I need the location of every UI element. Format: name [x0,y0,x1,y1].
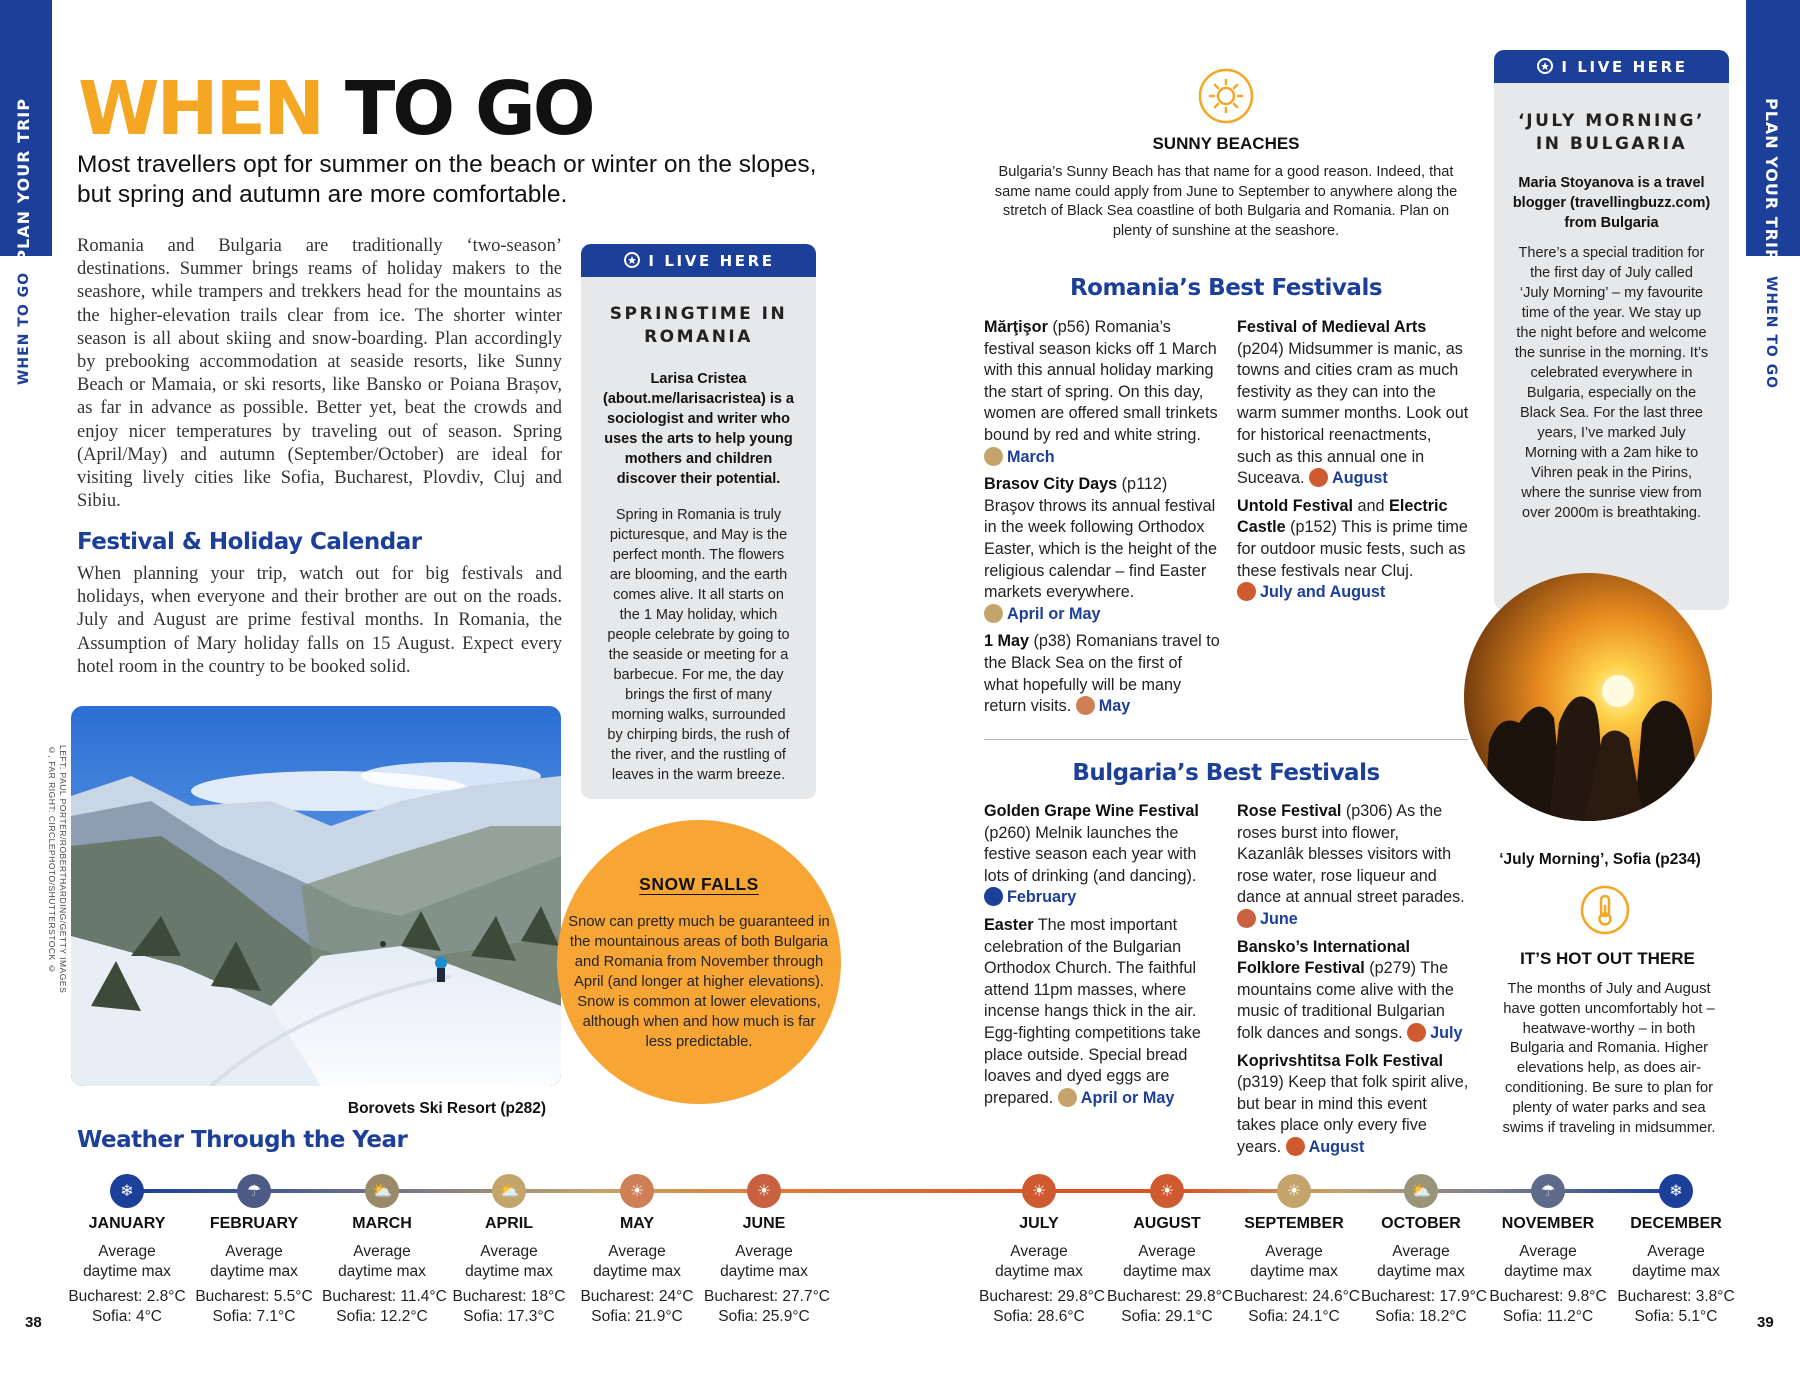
festival-easter: Easter The most important celebration of the Bulgarian Orthodox Church. The faithful attend 11pm masses, where incense hangs thick in the air. Egg-fighting competitions take place outside. Special bread loaves and dyed eggs are prepared. April or May [984,915,1201,1107]
weather-month-october [1361,1214,1487,1327]
snowflake-icon [984,887,1003,906]
bucharest-temp: Bucharest: 29.8°C [1107,1288,1233,1305]
festival-martisor: Mărţişor (p56) Romania’s festival season kicks off 1 March with this annual holiday marking the start of spring. On this day, women are offered small trinkets bound by red and white string. March [984,318,1218,466]
sun-icon [1198,68,1254,124]
live-here-bulgaria-title: ‘JULY MORNING’ IN BULGARIA [1518,111,1705,154]
festival-1-may: 1 May (p38) Romanians travel to the Black Sea on the first of what hopefully will be many return visits. May [984,632,1220,716]
sofia-temp: Sofia: 5.1°C [1634,1308,1718,1325]
live-here-badge: I LIVE HERE [1494,50,1729,83]
festival-divider [984,739,1468,740]
avg-label: Average daytime max [720,1243,808,1280]
sun-icon [1237,582,1256,601]
month-name: JANUARY [88,1215,166,1232]
snowflake-icon: ❄ [110,1174,144,1208]
avg-label: Average daytime max [83,1243,171,1280]
intro-text: Romania and Bulgaria are traditionally ‘two-season’ destinations. Summer brings reams of holiday makers to the seashore, while trampers and trekkers head for the mountains as the higher-elevation trails clear from ice. The shorter winter season is all about skiing and snow-boarding. Plan accordingly by prebooking accommodation at seaside resorts, like Sunny Beach or Mamaia, or ski resorts, like Bansko or Poiana Brașov, as far in advance as possible. Better yet, beat the crowds and enjoy nicer temperatures by traveling out of season. Spring (April/May) and autumn (September/October) are ideal for visiting lively cities like Sofia, Bucharest, Plovdiv, Cluj and Sibiu. [77,236,562,512]
festival-medieval-arts: Festival of Medieval Arts (p204) Midsummer is manic, as towns and cities cram as much festivity as they can into the warm summer months. Look out for historical reenactments, such as this annual one in Suceava. August [1237,318,1469,488]
ski-resort-photo [71,706,561,1086]
ski-photo-caption: Borovets Ski Resort (p282) [347,1100,546,1117]
left-chapter-label: WHEN TO GO [16,272,32,386]
rain-cloud-icon: ☂ [237,1174,271,1208]
weather-month-november [1488,1214,1608,1327]
sofia-temp: Sofia: 25.9°C [718,1308,810,1325]
weather-month-january [67,1214,187,1327]
sofia-temp: Sofia: 28.6°C [993,1308,1085,1325]
sofia-temp: Sofia: 11.2°C [1502,1308,1594,1325]
romania-festivals-col2 [1237,317,1469,604]
festival-calendar-text: When planning your trip, watch out for big festivals and holidays, when everyone and their brother are out on the roads. July and August are prime festival months. In Romania, the Assumption of Mary holiday falls on 15 August. Expect every hotel room in the country to be booked solid. [77,564,562,677]
location-pin-icon [622,251,642,271]
bucharest-temp: Bucharest: 2.8°C [68,1288,186,1305]
weather-month-september [1234,1214,1360,1327]
avg-label: Average daytime max [1123,1243,1211,1280]
festival-rose: Rose Festival (p306) As the roses burst into flower, Kazanlâk blesses visitors with rose water, rose liqueur and dance at annual street parades. June [1237,802,1465,928]
sun-icon: ☀ [1022,1174,1056,1208]
weather-month-april [449,1214,569,1327]
hot-out-title: IT’S HOT OUT THERE [1520,949,1695,968]
snow-falls-title: SNOW FALLS [639,874,759,894]
bucharest-temp: Bucharest: 9.8°C [1489,1288,1607,1305]
romania-festivals-col1 [984,317,1220,718]
sun-icon [1309,468,1328,487]
sofia-temp: Sofia: 7.1°C [212,1308,296,1325]
bulgaria-festivals-col1 [984,801,1220,1109]
month-name: JULY [1019,1215,1059,1232]
sun-icon: ☀ [1277,1174,1311,1208]
bucharest-temp: Bucharest: 29.8°C [979,1288,1105,1305]
month-name: OCTOBER [1381,1215,1461,1232]
avg-label: Average daytime max [465,1243,553,1280]
title-main: TO GO [344,66,593,152]
page-number-left: 38 [25,1314,42,1331]
sofia-temp: Sofia: 18.2°C [1375,1308,1467,1325]
partly-sunny-icon: ⛅ [1404,1174,1438,1208]
july-morning-caption: ‘July Morning’, Sofia (p234) [1499,851,1701,868]
right-section-label: PLAN YOUR TRIP [1762,98,1781,262]
avg-label: Average daytime max [1632,1243,1720,1280]
page-subtitle: Most travellers opt for summer on the beach or winter on the slopes, but spring and autumn are more comfortable. [77,151,817,208]
sunny-beaches-text: Bulgaria’s Sunny Beach has that name for a good reason. Indeed, that same name could apply from June to September to anywhere along the stretch of Black Sea coastline of both Bulgaria and Romania. Plan on plenty of sunshine at the seashore. [994,164,1458,239]
avg-label: Average daytime max [338,1243,426,1280]
month-name: NOVEMBER [1501,1215,1595,1232]
sun-icon [1286,1137,1305,1156]
sofia-temp: Sofia: 29.1°C [1121,1308,1213,1325]
sun-icon: ☀ [620,1174,654,1208]
sofia-temp: Sofia: 24.1°C [1248,1308,1340,1325]
sun-icon [1237,909,1256,928]
sunny-beaches-title: SUNNY BEACHES [1152,134,1300,153]
month-name: DECEMBER [1630,1215,1722,1232]
live-here-romania-author: Larisa Cristea (about.me/larisacristea) is a sociologist and writer who uses the arts to help young mothers and children discover their potential. [603,371,794,487]
festival-untold-electric-castle: Untold Festival and Electric Castle (p152) This is prime time for outdoor music fests, such as these festivals near Cluj. July and August [1237,496,1468,602]
bucharest-temp: Bucharest: 27.7°C [704,1288,830,1305]
weather-month-may [577,1214,697,1327]
live-here-bulgaria-text: There’s a special tradition for the first day of July called ‘July Morning’ – my favourite time of the year. We stay up the night before and welcome the sunrise in the morning. It’s celebrated everywhere in Bulgaria, especially on the Black Sea. For the last three years, I’ve marked July Morning with a 2am hike to Vihren peak in the Pirins, where the sunrise view from over 2000m is breathtaking. [1514,245,1709,521]
partly-sunny-icon: ⛅ [365,1174,399,1208]
bucharest-temp: Bucharest: 17.9°C [1361,1288,1487,1305]
page-title [78,66,593,152]
weather-month-february [194,1214,314,1327]
month-name: JUNE [742,1215,786,1232]
page-number-right: 39 [1757,1314,1774,1331]
avg-label: Average daytime max [1377,1243,1465,1280]
avg-label: Average daytime max [210,1243,298,1280]
festival-bansko-folklore: Bansko’s International Folklore Festival (p279) The mountains come alive with the music of traditional Bulgarian folk dances and songs. July [1237,937,1463,1042]
live-here-bulgaria-author: Maria Stoyanova is a travel blogger (travellingbuzz.com) from Bulgaria [1512,175,1711,231]
thermometer-icon [1580,885,1630,935]
avg-label: Average daytime max [995,1243,1083,1280]
left-section-label: PLAN YOUR TRIP [14,98,33,262]
location-pin-icon [1535,57,1555,77]
sun-icon: ☀ [1150,1174,1184,1208]
month-name: APRIL [485,1215,533,1232]
live-here-romania-box [581,244,816,799]
sun-icon [1076,696,1095,715]
live-here-badge: I LIVE HERE [581,244,816,277]
title-accent: WHEN [78,66,323,152]
sofia-temp: Sofia: 4°C [92,1308,162,1325]
festival-koprivshtitsa: Koprivshtitsa Folk Festival (p319) Keep that folk spirit alive, but bear in mind this event takes place only every five years. August [1237,1051,1469,1156]
snow-falls-text: Snow can pretty much be guaranteed in the mountainous areas of both Bulgaria and Romania from November through April (and longer at higher elevations). Snow is common at lower elevations, although when and how much is far less predictable. [568,914,830,1050]
bulgaria-festivals-heading: Bulgaria’s Best Festivals [1072,760,1380,786]
snowflake-icon: ❄ [1659,1174,1693,1208]
weather-month-august [1107,1214,1233,1327]
bucharest-temp: Bucharest: 18°C [452,1288,566,1305]
photo-credit: LEFT: PAUL PORTER/ROBERTHARDING/GETTY IMAGES ©, FAR RIGHT: CIRCLEPHOTO/SHUTTERSTOCK © [47,745,68,994]
festival-brasov-city-days: Brasov City Days (p112) Braşov throws its annual festival in the week following Orthodox Easter, which is the height of the religious calendar – find Easter markets everywhere. April or May [984,475,1218,623]
month-name: MARCH [352,1215,412,1232]
festival-golden-grape: Golden Grape Wine Festival (p260) Melnik launches the festive season each year with lots of drinking (and dancing). February [984,802,1199,907]
july-morning-photo [1464,573,1712,821]
avg-label: Average daytime max [1504,1243,1592,1280]
weather-month-july [979,1214,1105,1327]
bucharest-temp: Bucharest: 3.8°C [1617,1288,1735,1305]
romania-festivals-heading: Romania’s Best Festivals [1069,275,1383,301]
sofia-temp: Sofia: 21.9°C [591,1308,683,1325]
bulgaria-festivals-col2 [1237,801,1469,1159]
live-here-bulgaria-box [1494,50,1729,610]
sofia-temp: Sofia: 12.2°C [336,1308,428,1325]
month-name: SEPTEMBER [1244,1215,1344,1232]
weather-heading: Weather Through the Year [77,1127,408,1153]
bucharest-temp: Bucharest: 24.6°C [1234,1288,1360,1305]
right-chapter-label: WHEN TO GO [1763,276,1779,390]
partly-sunny-icon: ⛅ [492,1174,526,1208]
partly-sunny-icon [1058,1088,1077,1107]
rain-cloud-icon: ☂ [1531,1174,1565,1208]
bucharest-temp: Bucharest: 11.4°C [322,1288,447,1305]
month-name: MAY [619,1215,655,1232]
month-name: AUGUST [1133,1215,1201,1232]
avg-label: Average daytime max [1250,1243,1338,1280]
weather-month-march [322,1214,447,1327]
month-name: FEBRUARY [209,1215,299,1232]
live-here-romania-text: Spring in Romania is truly picturesque, and May is the perfect month. The flowers are blooming, and the earth comes alive. It all starts on the 1 May holiday, which people celebrate by going to the seaside or meeting for a barbecue. For me, the day brings the first of many morning walks, surrounded by chirping birds, the rush of the river, and the rustling of leaves in the warm breeze. [607,507,790,783]
live-here-romania-title: SPRINGTIME IN ROMANIA [609,304,788,347]
partly-sunny-icon [984,447,1003,466]
festival-calendar-heading: Festival & Holiday Calendar [77,529,422,555]
sun-icon [1407,1023,1426,1042]
weather-month-june [704,1214,830,1327]
avg-label: Average daytime max [593,1243,681,1280]
sun-icon: ☀ [747,1174,781,1208]
partly-sunny-icon [984,604,1003,623]
sofia-temp: Sofia: 17.3°C [463,1308,555,1325]
hot-out-text: The months of July and August have gotten uncomfortably hot – heatwave-worthy – in both Bulgaria and Romania. Higher elevations help, as does air-conditioning. Be sure to plan for plenty of water parks and sea swims if traveling in midsummer. [1502,981,1716,1136]
bucharest-temp: Bucharest: 24°C [580,1288,694,1305]
weather-month-december [1616,1214,1736,1327]
bucharest-temp: Bucharest: 5.5°C [195,1288,313,1305]
